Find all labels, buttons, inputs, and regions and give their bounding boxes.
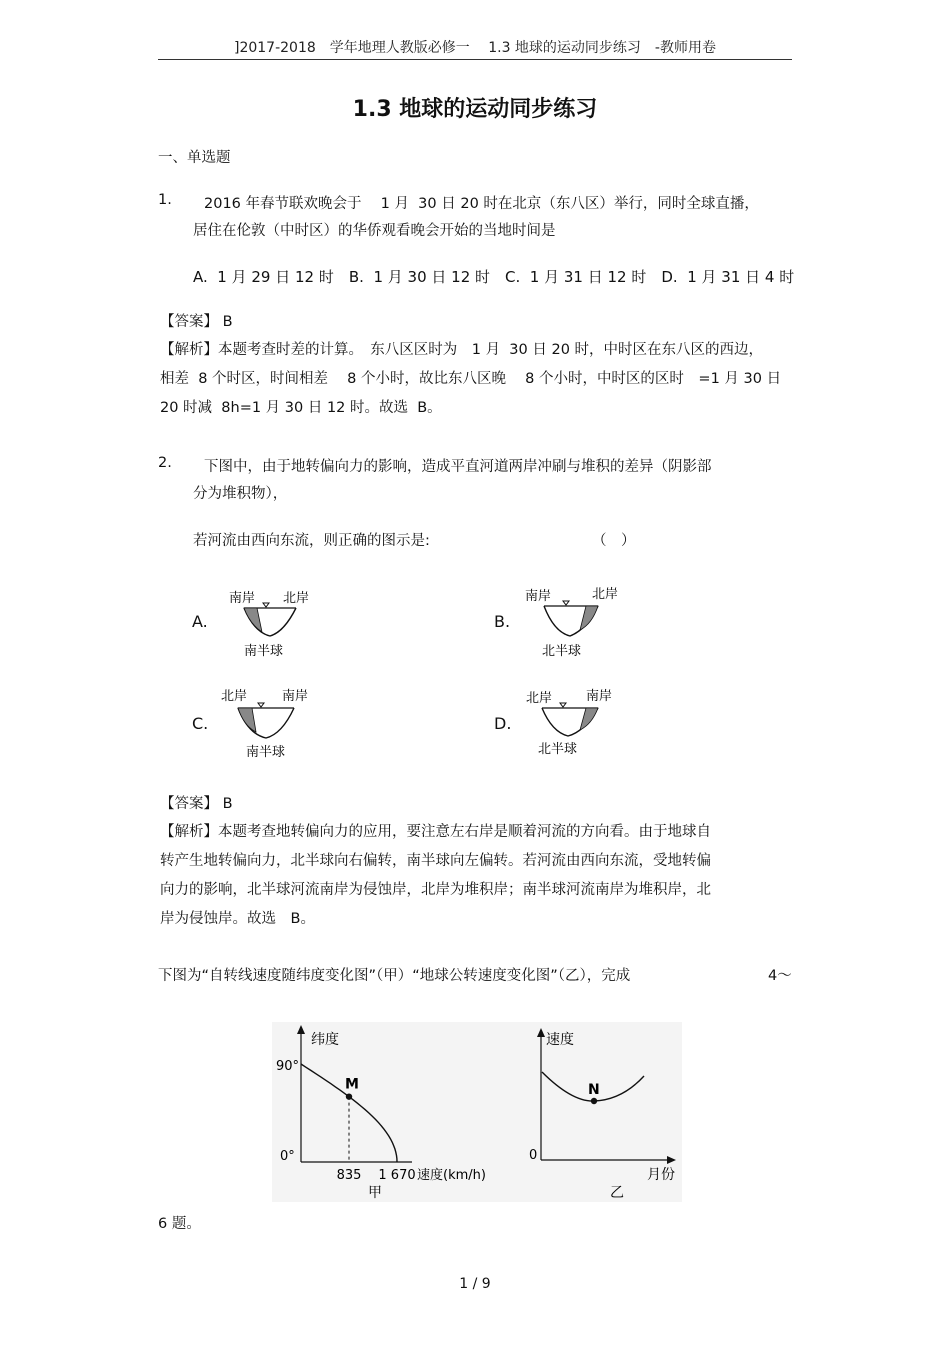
x-axis-label: 速度(km/h) bbox=[417, 1168, 486, 1183]
q2-option-d bbox=[492, 682, 692, 762]
bank-right-label: 北岸 bbox=[592, 587, 619, 602]
deposit-shading bbox=[580, 708, 598, 730]
q1-number: 1. bbox=[158, 192, 172, 208]
option-letter: D. bbox=[494, 714, 512, 733]
q2-option-b bbox=[492, 580, 692, 660]
q2-option-c bbox=[190, 682, 390, 762]
question-range: 4～ bbox=[768, 968, 792, 984]
y-tick-90: 90° bbox=[276, 1059, 300, 1074]
q1-answer: 【答案】 B bbox=[160, 314, 233, 330]
q1-explanation-2: 相差 8 个时区，时间相差 8 个小时，故比东八区晚 8 个小时，中时区的区时 =1 月 30 日 bbox=[160, 371, 782, 387]
y-axis-label: 纬度 bbox=[311, 1032, 339, 1048]
river-diagram-b bbox=[522, 580, 632, 660]
point-n-label: N bbox=[588, 1082, 600, 1098]
q1-explanation-1: 【解析】本题考查时差的计算。 东八区区时为 1 月 30 日 20 时，中时区在东八区的西边， bbox=[160, 342, 764, 358]
q1-line1: 2016 年春节联欢晚会于 1 月 30 日 20 时在北京（东八区）举行，同时全球直播， bbox=[204, 196, 759, 212]
hemisphere-label: 南半球 bbox=[244, 644, 284, 659]
section-heading: 一、单选题 bbox=[158, 150, 231, 166]
header-rule bbox=[158, 59, 792, 60]
bank-right-label: 南岸 bbox=[282, 689, 309, 704]
chart-intro: 下图为“自转线速度随纬度变化图”（甲）“地球公转速度变化图”（乙），完成 bbox=[158, 968, 631, 984]
y-tick-0: 0° bbox=[280, 1149, 295, 1164]
option-letter: B. bbox=[494, 612, 511, 631]
point-m bbox=[346, 1093, 352, 1099]
chart-title-jia: 甲 bbox=[368, 1185, 382, 1201]
q2-line2: 分为堆积物）， bbox=[193, 486, 288, 502]
bank-left-label: 北岸 bbox=[221, 689, 248, 704]
x-tick-835: 835 bbox=[336, 1168, 362, 1183]
bank-right-label: 南岸 bbox=[586, 689, 613, 704]
q2-explanation-3: 向力的影响，北半球河流南岸为侵蚀岸，北岸为堆积岸；南半球河流南岸为堆积岸，北 bbox=[160, 882, 711, 898]
y-axis-label: 速度 bbox=[546, 1032, 574, 1048]
question-range-tail: 6 题。 bbox=[158, 1216, 201, 1232]
bank-left-label: 南岸 bbox=[229, 591, 256, 606]
x-tick-1670: 1 670 bbox=[378, 1168, 416, 1183]
q1-line2: 居住在伦敦（中时区）的华侨观看晚会开始的当地时间是 bbox=[193, 223, 556, 239]
q2-answer-paren: （ ） bbox=[592, 533, 636, 549]
q2-number: 2. bbox=[158, 455, 172, 471]
chart-title-yi: 乙 bbox=[610, 1185, 624, 1201]
page-header: ]2017-2018 学年地理人教版必修一 1.3 地球的运动同步练习 -教师用卷 bbox=[234, 40, 716, 56]
charts-figure bbox=[272, 1022, 682, 1202]
hemisphere-label: 北半球 bbox=[538, 742, 578, 757]
deposit-shading bbox=[238, 708, 256, 732]
q1-explanation-3: 20 时减 8h=1 月 30 日 12 时。故选 B。 bbox=[160, 400, 442, 416]
q2-explanation-4: 岸为侵蚀岸。故选 B。 bbox=[160, 911, 315, 927]
bank-left-label: 南岸 bbox=[525, 589, 552, 604]
bank-left-label: 北岸 bbox=[526, 691, 553, 706]
q1-options: A. 1 月 29 日 12 时 B. 1 月 30 日 12 时 C. 1 月 31 日 12 时 D. 1 月 31 日 4 时 bbox=[193, 268, 795, 286]
hemisphere-label: 北半球 bbox=[542, 644, 582, 659]
deposit-shading bbox=[580, 606, 598, 630]
q2-explanation-1: 【解析】本题考查地转偏向力的应用，要注意左右岸是顺着河流的方向看。由于地球自 bbox=[160, 824, 711, 840]
river-diagram-a bbox=[224, 582, 324, 662]
river-diagram-d bbox=[524, 682, 634, 762]
bank-right-label: 北岸 bbox=[283, 591, 310, 606]
option-letter: A. bbox=[192, 612, 208, 631]
point-m-label: M bbox=[345, 1076, 359, 1093]
page-title: 1.3 地球的运动同步练习 bbox=[352, 97, 598, 122]
hemisphere-label: 南半球 bbox=[246, 745, 286, 760]
deposit-shading bbox=[244, 608, 262, 632]
q2-explanation-2: 转产生地转偏向力，北半球向右偏转，南半球向左偏转。若河流由西向东流，受地转偏 bbox=[160, 853, 711, 869]
page-number: 1 / 9 bbox=[459, 1276, 491, 1292]
q2-line1: 下图中，由于地转偏向力的影响，造成平直河道两岸冲刷与堆积的差异（阴影部 bbox=[204, 459, 712, 475]
option-letter: C. bbox=[192, 714, 209, 733]
q2-answer: 【答案】 B bbox=[160, 796, 233, 812]
point-n bbox=[591, 1098, 597, 1104]
x-axis-label: 月份 bbox=[647, 1167, 675, 1183]
river-diagram-c bbox=[220, 682, 330, 762]
q2-line3: 若河流由西向东流，则正确的图示是: bbox=[193, 533, 430, 549]
origin-label: 0 bbox=[529, 1148, 538, 1163]
q2-option-a bbox=[190, 582, 390, 662]
